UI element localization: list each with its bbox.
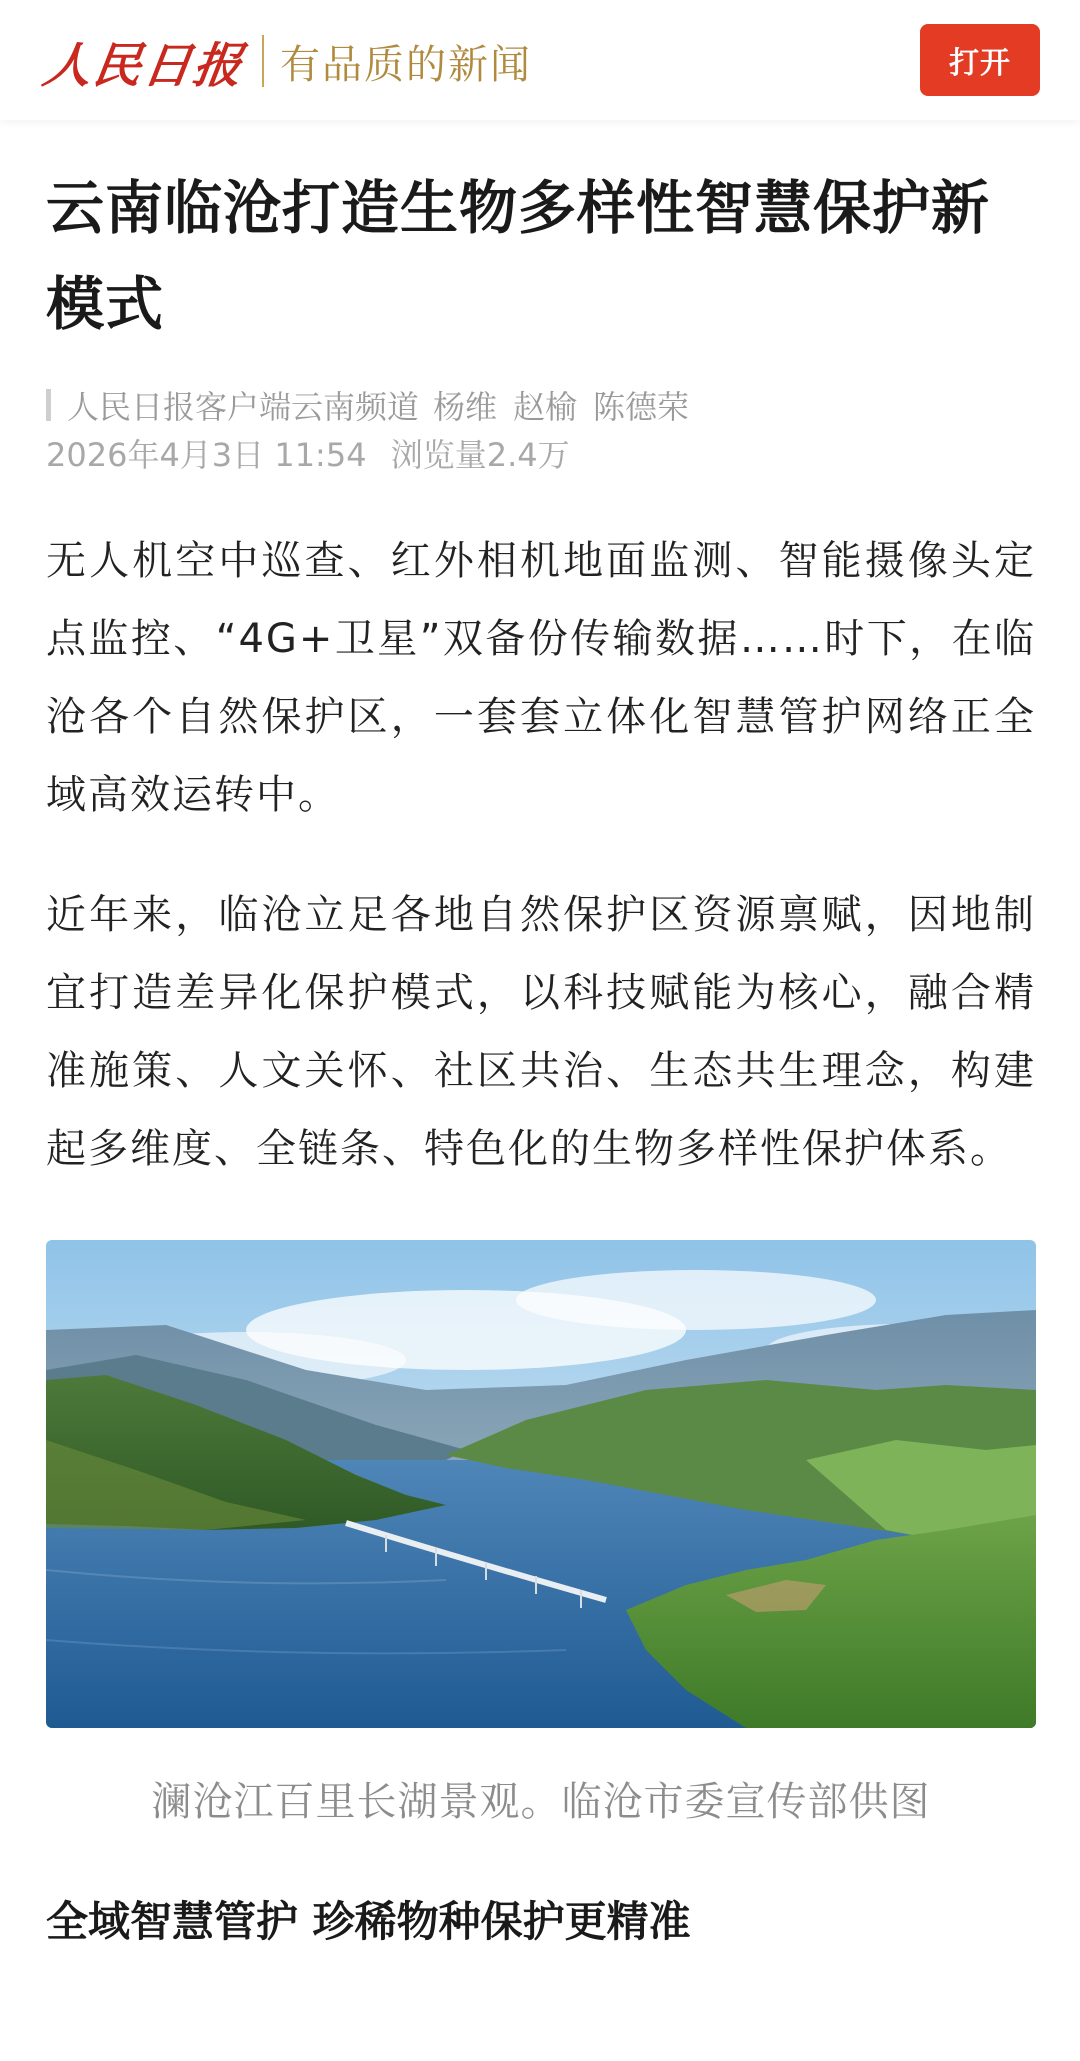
article-paragraph: 无人机空中巡查、红外相机地面监测、智能摄像头定点监控、“4G+卫星”双备份传输数据……时下，在临沧各个自然保护区，一套套立体化智慧管护网络正全域高效运转中。 <box>46 538 1036 818</box>
image-caption: 澜沧江百里长湖景观。临沧市委宣传部供图 <box>151 1779 931 1825</box>
article <box>46 160 1036 1987</box>
byline <box>46 380 1036 430</box>
article-photo-lake-landscape[interactable] <box>46 1240 1036 1728</box>
publish-date: 2026年4月3日 11:54 <box>46 436 367 474</box>
brand-slogan: 有品质的新闻 <box>280 41 533 88</box>
top-app-banner <box>0 0 1080 120</box>
article-paragraph: 近年来，临沧立足各地自然保护区资源禀赋，因地制宜打造差异化保护模式，以科技赋能为核心，融合精准施策、人文关怀、社区共治、生态共生理念，构建起多维度、全链条、特色化的生物多样性保护体系。 <box>46 892 1036 1172</box>
article-title: 云南临沧打造生物多样性智慧保护新模式 <box>46 174 991 338</box>
brand-divider <box>262 35 264 87</box>
article-source: 人民日报客户端云南频道 <box>67 388 420 426</box>
author-name: 杨维 <box>433 388 498 426</box>
article-meta <box>46 380 1036 480</box>
open-app-button[interactable]: 打开 <box>920 24 1040 96</box>
brand <box>39 30 533 94</box>
view-count: 浏览量2.4万 <box>390 436 570 474</box>
section-subheading: 全域智慧管护 珍稀物种保护更精准 <box>46 1897 691 1946</box>
publish-info <box>46 430 1036 480</box>
author-name: 陈德荣 <box>593 388 690 426</box>
byline-marker <box>46 389 51 421</box>
author-name: 赵榆 <box>513 388 578 426</box>
peoples-daily-logo: 人民日报 <box>39 37 248 94</box>
